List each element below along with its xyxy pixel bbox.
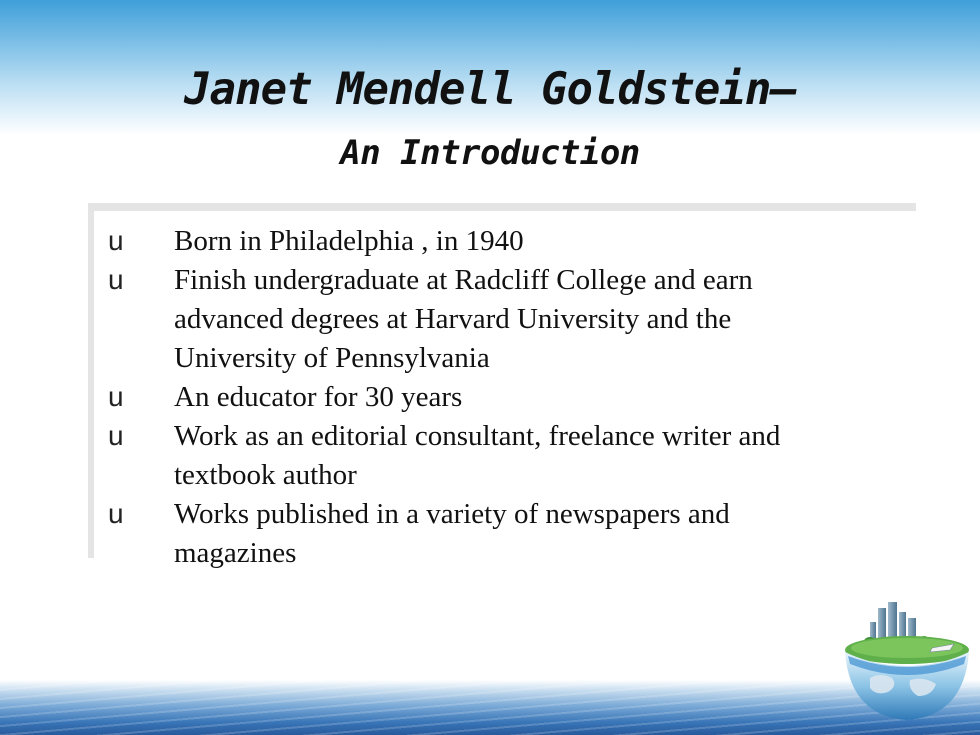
slide-subtitle: An Introduction xyxy=(340,133,640,173)
bullet-list xyxy=(108,222,898,573)
list-item xyxy=(108,378,898,417)
list-item xyxy=(108,222,898,261)
bullet-marker: u xyxy=(108,420,124,451)
bullet-marker: u xyxy=(108,264,124,295)
slide-title: Janet Mendell Goldstein— xyxy=(184,64,796,115)
bullet-text: Born in Philadelphia , in 1940 xyxy=(174,225,524,257)
globe-city-icon xyxy=(840,598,974,723)
list-item xyxy=(108,261,898,378)
bullet-text: Work as an editorial consultant, freelance writer and textbook author xyxy=(174,420,781,491)
bullet-marker: u xyxy=(108,381,124,412)
bullet-marker: u xyxy=(108,225,124,256)
list-item xyxy=(108,495,898,573)
bullet-marker: u xyxy=(108,498,124,529)
bottom-wave-band xyxy=(0,680,980,735)
bullet-text: Works published in a variety of newspapers and magazines xyxy=(174,498,730,569)
list-item xyxy=(108,417,898,495)
bullet-text: Finish undergraduate at Radcliff College and earn advanced degrees at Harvard University and the University of Pennsylvania xyxy=(174,264,753,374)
bullet-text: An educator for 30 years xyxy=(174,381,463,413)
